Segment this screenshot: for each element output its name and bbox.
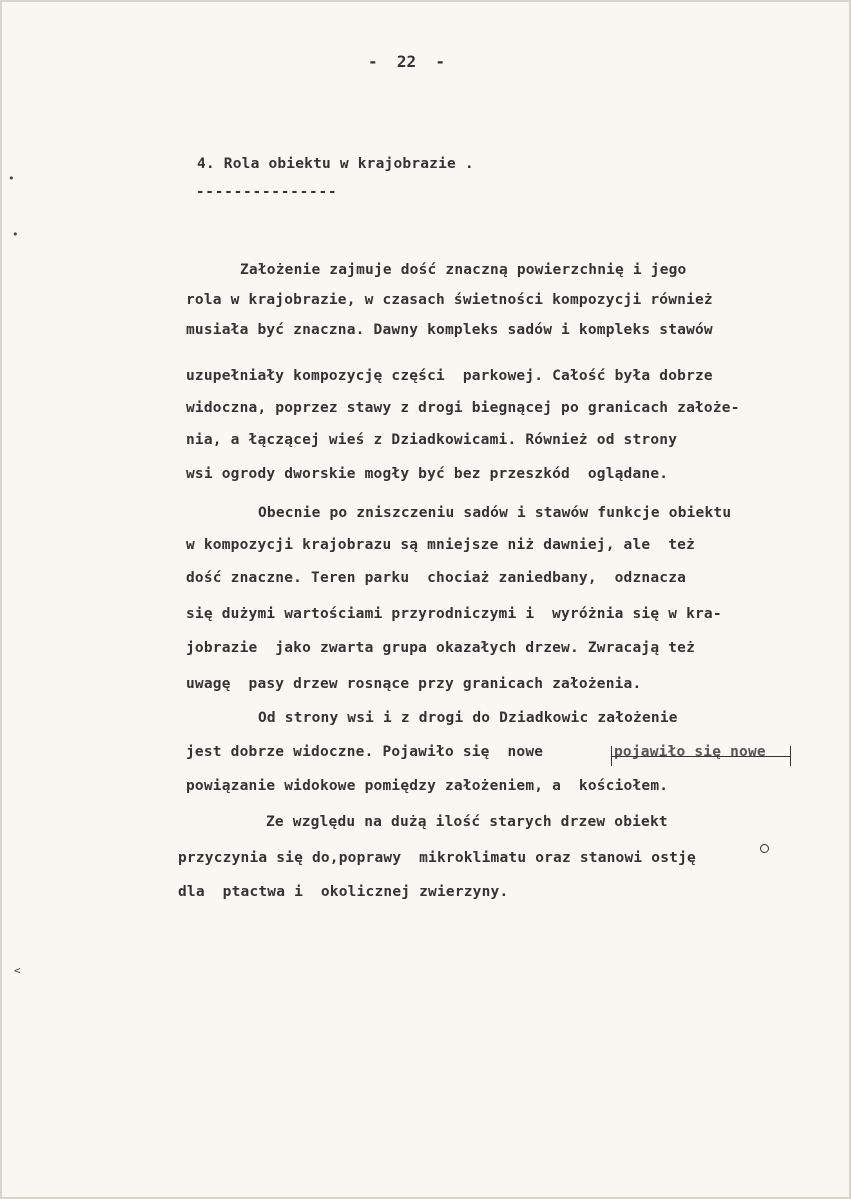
- struck-text: pojawiło się nowe: [614, 744, 766, 760]
- text-line: jobrazie jako zwarta grupa okazałych drzew. Zwracają też: [186, 640, 695, 656]
- text-line: Założenie zajmuje dość znaczną powierzchnię i jego: [240, 262, 687, 278]
- text-line: Obecnie po zniszczeniu sadów i stawów funkcje obiektu: [258, 505, 732, 521]
- heading-underline: ---------------: [196, 184, 338, 200]
- text-line: widoczna, poprzez stawy z drogi biegnącej po granicach założe-: [186, 400, 740, 416]
- margin-dot: •: [8, 172, 15, 185]
- text-line: nia, a łączącej wieś z Dziadkowicami. Również od strony: [186, 432, 678, 448]
- section-heading: 4. Rola obiektu w krajobrazie .: [197, 156, 474, 172]
- text-line: Ze względu na dużą ilość starych drzew obiekt: [266, 814, 668, 830]
- text-line: uwagę pasy drzew rosnące przy granicach założenia.: [186, 676, 642, 692]
- text-line: Od strony wsi i z drogi do Dziadkowic założenie: [258, 710, 678, 726]
- text-line: dla ptactwa i okolicznej zwierzyny.: [178, 884, 509, 900]
- text-line: jest dobrze widoczne. Pojawiło się nowe: [186, 744, 553, 760]
- margin-tick: <: [14, 964, 21, 977]
- text-line: przyczynia się do,poprawy mikroklimatu oraz stanowi ostję: [178, 850, 696, 866]
- text-line: rola w krajobrazie, w czasach świetności kompozycji również: [186, 292, 713, 308]
- text-line: musiała być znaczna. Dawny kompleks sadów i kompleks stawów: [186, 322, 713, 338]
- handwritten-circle-mark: [760, 844, 769, 853]
- page-number: - 22 -: [368, 52, 446, 71]
- text-line: w kompozycji krajobrazu są mniejsze niż dawniej, ale też: [186, 537, 695, 553]
- text-line: powiązanie widokowe pomiędzy założeniem, a kościołem.: [186, 778, 669, 794]
- strikethrough-box: [611, 746, 791, 766]
- text-line: wsi ogrody dworskie mogły być bez przeszkód oglądane.: [186, 466, 669, 482]
- text-line: uzupełniały kompozycję części parkowej. Całość była dobrze: [186, 368, 713, 384]
- margin-dot: •: [12, 228, 19, 241]
- text-line: dość znaczne. Teren parku chociaż zaniedbany, odznacza: [186, 570, 687, 586]
- text-line: się dużymi wartościami przyrodniczymi i wyróżnia się w kra-: [186, 606, 722, 622]
